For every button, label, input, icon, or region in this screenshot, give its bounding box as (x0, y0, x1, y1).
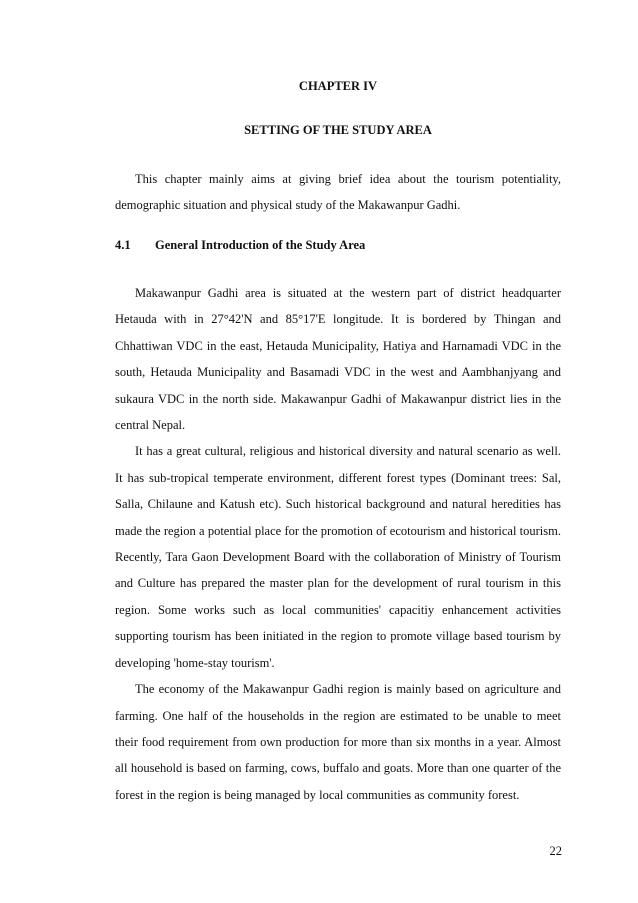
chapter-label: CHAPTER IV (298, 79, 378, 93)
intro-paragraph: This chapter mainly aims at giving brief idea about the tourism potentiality, demographic situation and physical study of the Makawanpur Gadhi. (115, 172, 561, 213)
page-number: 22 (549, 844, 562, 858)
paragraph-economy: The economy of the Makawanpur Gadhi region is mainly based on agriculture and farming. One half of the households in the region are estimated to be unable to meet their food requirement from own production for more than six months in a year. Almost all household is based on farming, cows, buffalo and goats. More than one quarter of the forest in the region is being managed by local communities as community forest. (115, 682, 561, 802)
section-title: General Introduction of the Study Area (155, 238, 366, 252)
intro-section (115, 166, 561, 219)
section-body (115, 280, 561, 808)
paragraph-cultural-diversity: It has a great cultural, religious and historical diversity and natural scenario as well. It has sub-tropical temperate environment, different forest types (Dominant trees: Sal, Salla, Chilaune and Katush etc). Such historical background and natural heredities has made the region a potential place for the promotion of ecotourism and historical tourism. Recently, Tara Gaon Development Board with the collaboration of Ministry of Tourism and Culture has prepared the master plan for the development of rural tourism in this region. Some works such as local communities' capacitiy enhancement activities supporting tourism has been initiated in the region to promote village based tourism by developing 'home-stay tourism'. (115, 444, 561, 670)
chapter-title: SETTING OF THE STUDY AREA (244, 123, 432, 137)
section-heading (115, 238, 561, 253)
section-number: 4.1 (115, 238, 131, 252)
paragraph-location: Makawanpur Gadhi area is situated at the western part of district headquarter Hetauda with in 27°42'N and 85°17'E longitude. It is bordered by Thingan and Chhattiwan VDC in the east, Hetauda Municipality, Hatiya and Harnamadi VDC in the south, Hetauda Municipality and Basamadi VDC in the west and Aambhanjyang and sukaura VDC in the north side. Makawanpur Gadhi of Makawanpur district lies in the central Nepal. (115, 286, 561, 433)
